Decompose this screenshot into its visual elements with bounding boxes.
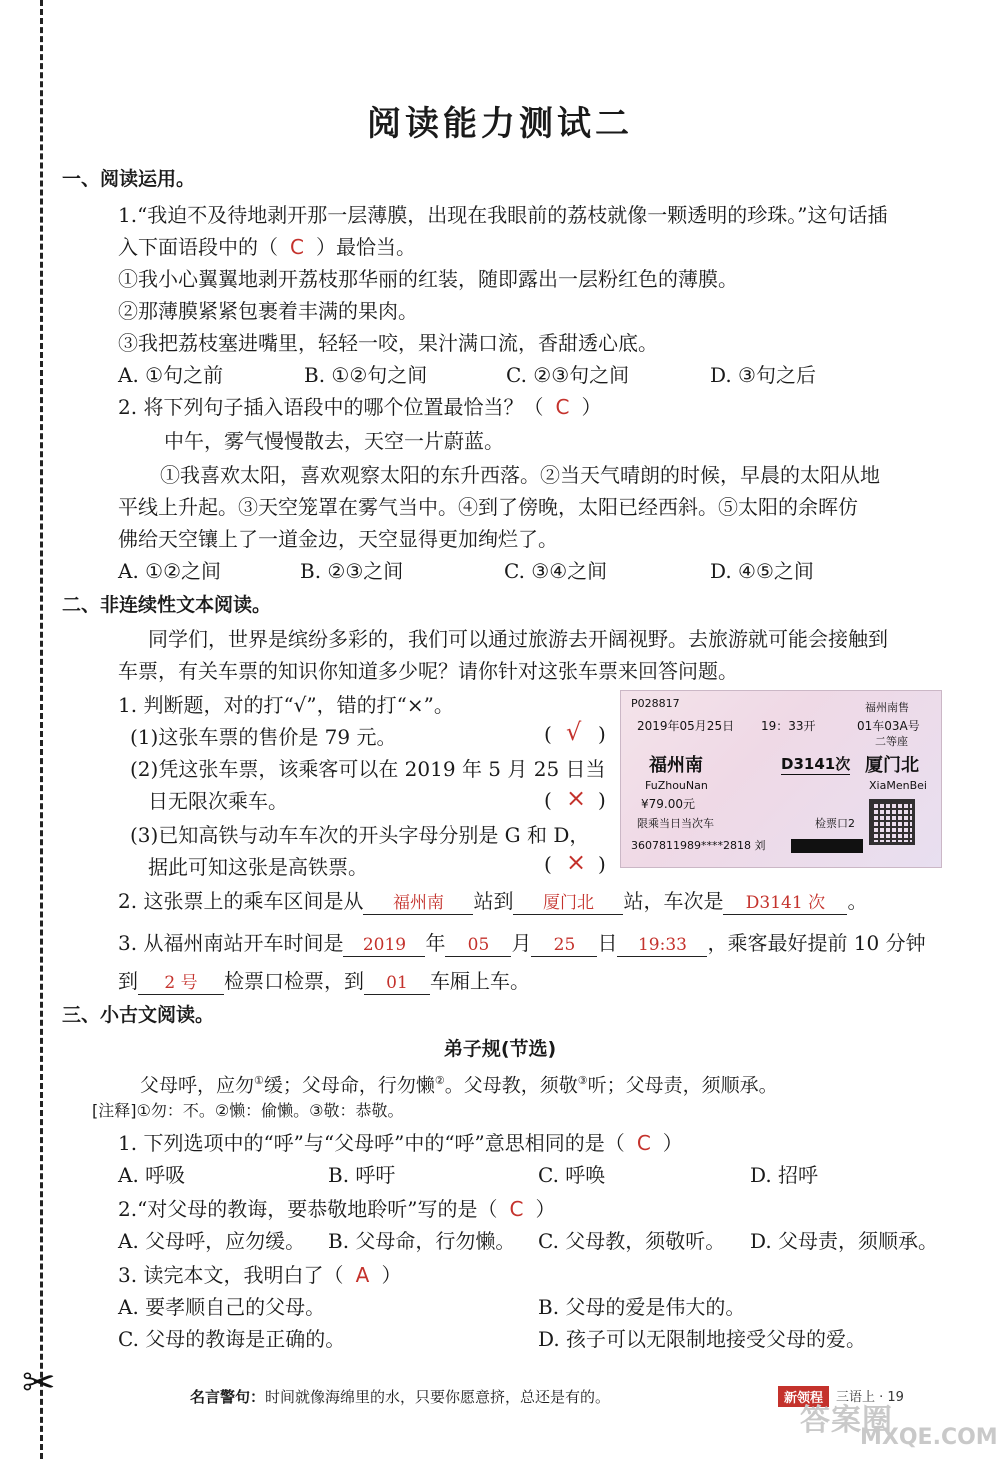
paren-open: (: [544, 788, 552, 812]
ticket-train: D3141次: [781, 755, 851, 773]
s1-q1-answer: C: [290, 235, 304, 259]
ticket-price: ¥79.00元: [641, 797, 695, 811]
ticket-serial: P028817: [631, 697, 680, 710]
s2-judge-3-b: 据此可知这张是高铁票。: [148, 855, 368, 879]
s1-q1-sentence-3: ③我把荔枝塞进嘴里，轻轻一咬，果汁满口流，香甜透心底。: [118, 331, 658, 355]
option: D. ③句之后: [710, 363, 816, 387]
s1-q1-line2: 入下面语段中的（ C ）最恰当。: [118, 235, 416, 259]
judge-1-mark: √: [566, 718, 582, 746]
option: B. 父母的爱是伟大的。: [538, 1295, 746, 1319]
section-1-heading: 一、阅读运用。: [62, 168, 196, 190]
s1-q2-question: 2. 将下列句子插入语段中的哪个位置最恰当？（ C ）: [118, 395, 602, 419]
paren-close: ): [598, 788, 606, 812]
footer-quote: 名言警句：时间就像海绵里的水，只要你愿意挤，总还是有的。: [190, 1388, 611, 1406]
s1-q2-paragraph-1: ①我喜欢太阳，喜欢观察太阳的东升西落。②当天气晴朗的时候，早晨的太阳从地: [160, 463, 880, 487]
section-3-heading: 三、小古文阅读。: [62, 1004, 215, 1026]
s2-judge-2-b: 日无限次乘车。: [148, 789, 288, 813]
s2-q3-day-answer: 25: [531, 934, 597, 957]
option: C. 父母的教诲是正确的。: [118, 1327, 346, 1351]
s2-q2-train-answer: D3141 次: [723, 892, 847, 915]
option: D. 招呼: [750, 1163, 819, 1187]
option: D. 父母责，须顺承。: [750, 1229, 939, 1253]
s3-q1-answer: C: [636, 1131, 651, 1155]
ticket-class: 二等座: [875, 735, 908, 748]
brand-badge: 新领程: [778, 1386, 829, 1407]
option: A. 要孝顺自己的父母。: [118, 1295, 326, 1319]
s2-q3-year-answer: 2019: [343, 934, 425, 957]
s2-q2-to-answer: 厦门北: [513, 892, 623, 915]
s2-intro-2: 车票，有关车票的知识你知道多少呢？请你针对这张车票来回答问题。: [118, 659, 738, 683]
ticket-date: 2019年05月25日: [637, 719, 735, 733]
s3-q2-answer: C: [509, 1197, 524, 1221]
option: C. 呼唤: [538, 1163, 606, 1187]
s2-judge-3-a: (3)已知高铁与动车车次的开头字母分别是 G 和 D，: [130, 823, 590, 847]
paren-open: (: [544, 852, 552, 876]
s1-q2-answer: C: [555, 395, 570, 419]
option: C. ③④之间: [504, 559, 608, 583]
option: C. ②③句之间: [506, 363, 630, 387]
ticket-id: 3607811989****2818 刘: [631, 839, 766, 852]
s3-q1-question: 1. 下列选项中的“呼”与“父母呼”中的“呼”意思相同的是（ C ）: [118, 1131, 683, 1155]
paren-close: ): [598, 722, 606, 746]
page-number: 三语上 · 19: [836, 1390, 904, 1405]
s2-intro-1: 同学们，世界是缤纷多彩的，我们可以通过旅游去开阔视野。去旅游就可能会接触到: [148, 627, 888, 651]
s1-q2-paragraph-3: 佛给天空镶上了一道金边，天空显得更加绚烂了。: [118, 527, 558, 551]
qr-code-icon: [869, 799, 915, 845]
option: C. 父母教，须敬听。: [538, 1229, 726, 1253]
scissors-icon: ✂: [22, 1360, 56, 1406]
ticket-from-pinyin: FuZhouNan: [645, 779, 708, 792]
s2-q3-line2: 到 2 号 检票口检票，到 01 车厢上车。: [118, 969, 530, 993]
ticket-gate: 检票口2: [815, 817, 855, 830]
s2-q3-time-answer: 19:33: [617, 934, 707, 957]
s3-q1-options: [118, 1162, 918, 1188]
s2-q2: 2. 这张票上的乘车区间是从 福州南 站到 厦门北 站，车次是 D3141 次 。: [118, 889, 868, 913]
section-2-heading: 二、非连续性文本阅读。: [62, 594, 272, 616]
cut-line: [40, 0, 43, 1459]
ticket-to-pinyin: XiaMenBei: [869, 779, 927, 792]
s1-q2-paragraph-2: 平线上升起。③天空笼罩在雾气当中。④到了傍晚，太阳已经西斜。⑤太阳的余晖仿: [118, 495, 858, 519]
ticket-office: 福州南售: [865, 701, 909, 714]
watermark-logo: 答案圈: [800, 1403, 893, 1438]
s1-q1-sentence-2: ②那薄膜紧紧包裹着丰满的果肉。: [118, 299, 418, 323]
s1-q1-line1: 1.“我迫不及待地剥开那一层薄膜，出现在我眼前的荔枝就像一颗透明的珍珠。”这句话插: [118, 203, 888, 227]
option: A. ①句之前: [118, 363, 224, 387]
s3-q3-options: [118, 1294, 938, 1354]
paren-close: ): [598, 852, 606, 876]
s3-q2-options: [118, 1228, 948, 1254]
ticket-seat: 01车03A号: [857, 719, 920, 733]
s2-q3-month-answer: 05: [445, 934, 511, 957]
ticket-limit: 限乘当日当次车: [637, 817, 714, 830]
s1-q2-options: [118, 558, 918, 584]
s1-q2-insert-sentence: 中午，雾气慢慢散去，天空一片蔚蓝。: [164, 429, 504, 453]
option: B. 呼吁: [328, 1163, 396, 1187]
s2-judge-1: (1)这张车票的售价是 79 元。: [130, 725, 397, 749]
s1-q1-sentence-1: ①我小心翼翼地剥开荔枝那华丽的红装，随即露出一层粉红色的薄膜。: [118, 267, 738, 291]
ticket-from: 福州南: [649, 755, 703, 776]
s3-q2-question: 2.“对父母的教诲，要恭敬地聆听”写的是（ C ）: [118, 1197, 556, 1221]
s2-judge-2-a: (2)凭这张车票，该乘客可以在 2019 年 5 月 25 日当: [130, 757, 606, 781]
poem-text: 父母呼，应勿①缓；父母命，行勿懒②。父母教，须敬③听；父母责，须顺承。: [140, 1074, 778, 1097]
s1-q1-options: [118, 362, 918, 388]
s2-q3-car-answer: 01: [364, 972, 430, 995]
ticket-time: 19：33开: [761, 719, 816, 733]
option: B. 父母命，行勿懒。: [328, 1229, 516, 1253]
option: D. 孩子可以无限制地接受父母的爱。: [538, 1327, 867, 1351]
poem-notes: [注释]①勿：不。②懒：偷懒。③敬：恭敬。: [92, 1101, 404, 1120]
s3-q3-answer: A: [355, 1263, 370, 1287]
s3-q3-question: 3. 读完本文，我明白了（ A ）: [118, 1263, 402, 1287]
s2-q3-gate-answer: 2 号: [138, 972, 224, 995]
option: B. ①②句之间: [304, 363, 428, 387]
option: A. 呼吸: [118, 1163, 186, 1187]
ticket-to: 厦门北: [865, 755, 919, 776]
watermark-url: MXQE.COM: [860, 1425, 998, 1450]
option: D. ④⑤之间: [710, 559, 814, 583]
option: A. 父母呼，应勿缓。: [118, 1229, 306, 1253]
s2-q3-line1: 3. 从福州南站开车时间是 2019 年 05 月 25 日 19:33 ，乘客最好提前 10 分钟: [118, 931, 926, 955]
page-title: 阅读能力测试二: [367, 104, 633, 144]
option: A. ①②之间: [118, 559, 222, 583]
paren-open: (: [544, 722, 552, 746]
redaction-bar: [791, 839, 863, 853]
train-ticket-image: [620, 690, 942, 868]
judge-2-mark: ×: [566, 784, 587, 812]
s2-q1-title: 1. 判断题，对的打“√”，错的打“×”。: [118, 693, 454, 717]
judge-3-mark: ×: [566, 848, 587, 876]
s2-q2-from-answer: 福州南: [363, 892, 473, 915]
poem-title: 弟子规(节选): [443, 1038, 557, 1060]
option: B. ②③之间: [300, 559, 404, 583]
